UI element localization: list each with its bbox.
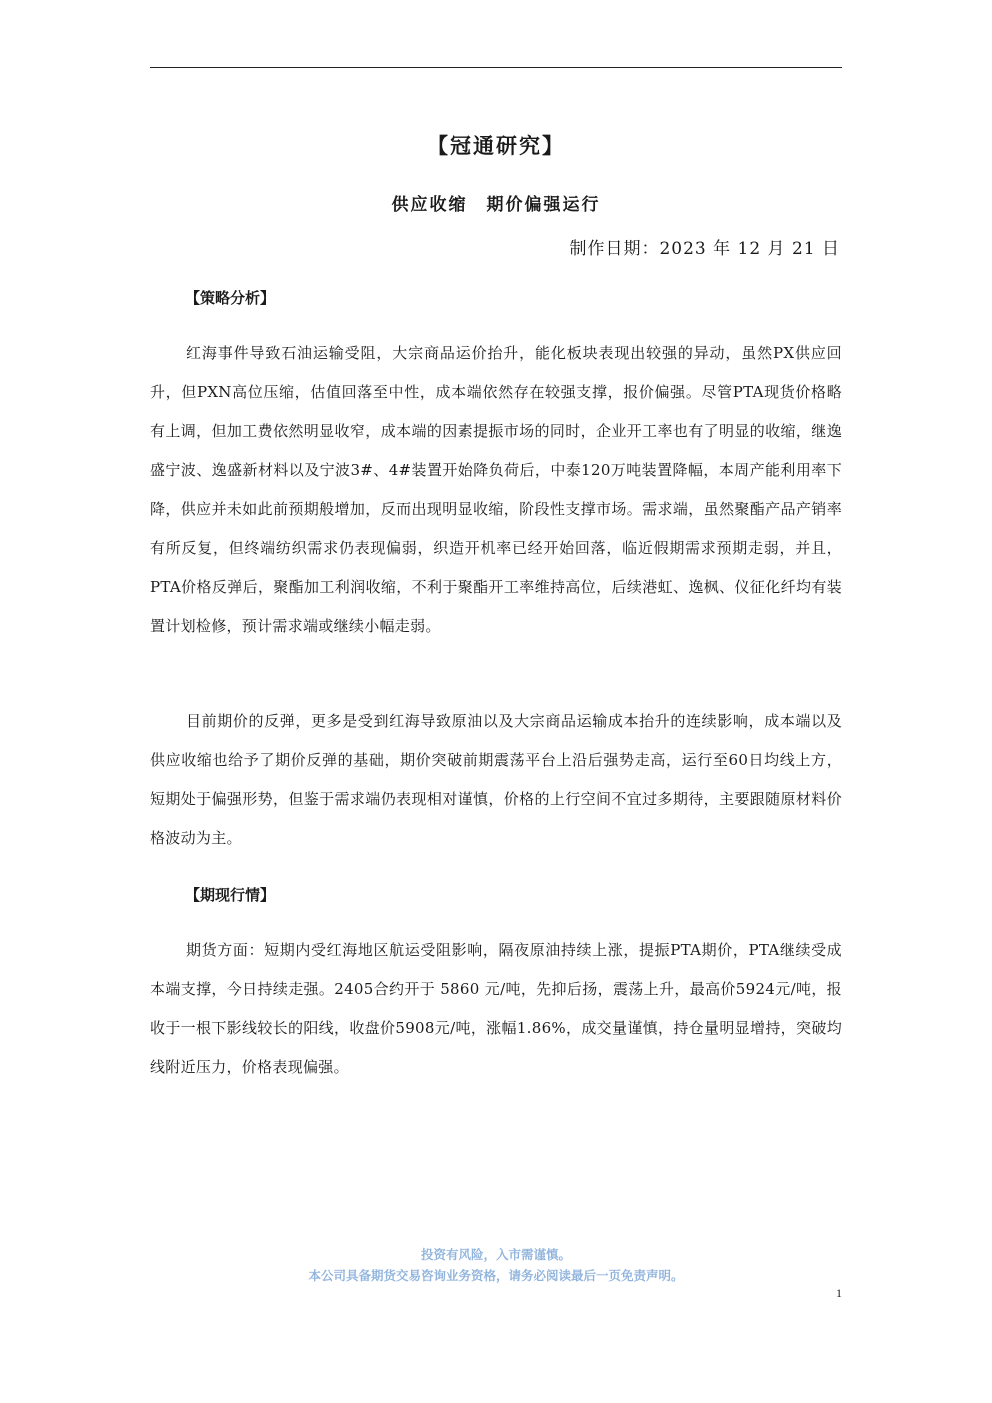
section-heading-market: 【期现行情】	[185, 886, 276, 904]
document-title: 供应收缩 期价偏强运行	[391, 195, 601, 215]
org-title: 【冠通研究】	[427, 134, 565, 158]
header-rule	[150, 67, 842, 68]
section-heading-strategy: 【策略分析】	[185, 289, 276, 307]
disclaimer-notice: 本公司具备期货交易咨询业务资格，请务必阅读最后一页免责声明。	[308, 1268, 684, 1283]
risk-warning: 投资有风险，入市需谨慎。	[420, 1247, 571, 1262]
strategy-paragraph-2: 目前期价的反弹，更多是受到红海导致原油以及大宗商品运输成本抬升的连续影响，成本端以及供应收缩也给予了期价反弹的基础，期价突破前期震荡平台上沿后强势走高，运行至60日均线上方，短期处于偏强形势，但鉴于需求端仍表现相对谨慎，价格的上行空间不宜过多期待，主要跟随原材料价格波动为主。	[150, 712, 842, 847]
market-paragraph-1: 期货方面：短期内受红海地区航运受阻影响，隔夜原油持续上涨，提振PTA期价，PTA继续受成本端支撑，今日持续走强。2405合约开于 5860 元/吨，先抑后扬，震荡上升，最高价5924元/吨，报收于一根下影线较长的阳线，收盘价5908元/吨，涨幅1.86%，成交量谨慎，持仓量明显增持，突破均线附近压力，价格表现偏强。	[150, 941, 842, 1076]
page-number: 1	[836, 1286, 842, 1300]
publish-date: 制作日期：2023 年 12 月 21 日	[569, 239, 840, 259]
strategy-paragraph-1: 红海事件导致石油运输受阻，大宗商品运价抬升，能化板块表现出较强的异动，虽然PX供应回升，但PXN高位压缩，估值回落至中性，成本端依然存在较强支撑，报价偏强。尽管PTA现货价格略有上调，但加工费依然明显收窄，成本端的因素提振市场的同时，企业开工率也有了明显的收缩，继逸盛宁波、逸盛新材料以及宁波3#、4#装置开始降负荷后，中泰120万吨装置降幅，本周产能利用率下降，供应并未如此前预期般增加，反而出现明显收缩，阶段性支撑市场。需求端，虽然聚酯产品产销率有所反复，但终端纺织需求仍表现偏弱，织造开机率已经开始回落，临近假期需求预期走弱，并且，PTA价格反弹后，聚酯加工利润收缩，不利于聚酯开工率维持高位，后续港虹、逸枫、仪征化纤均有装置计划检修，预计需求端或继续小幅走弱。	[150, 344, 842, 635]
